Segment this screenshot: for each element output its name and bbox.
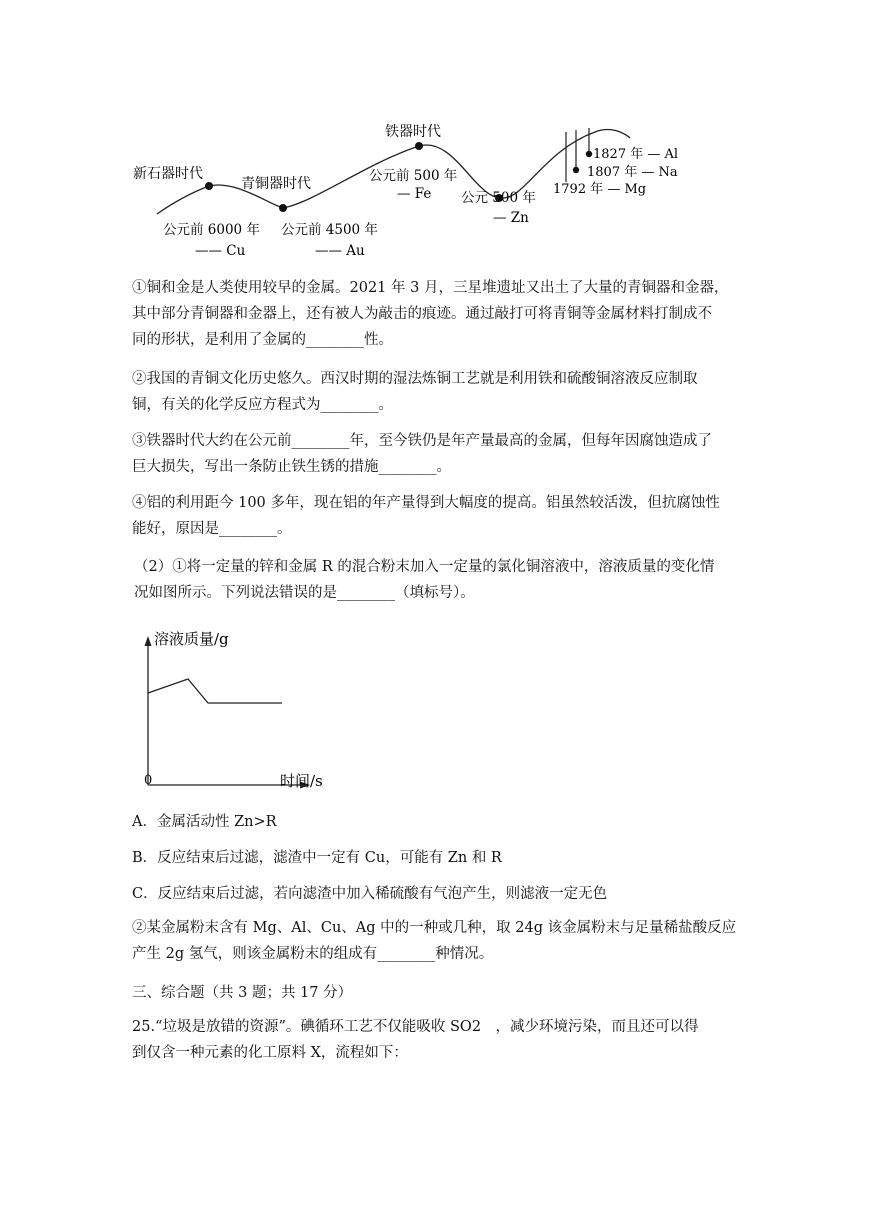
solution-mass-line: [148, 679, 282, 703]
text-line: C．反应结束后过滤，若向滤渣中加入稀硫酸有气泡产生，则滤液一定无色: [132, 886, 608, 902]
iron-age-label: 铁器时代: [385, 124, 441, 140]
bronze-age-dot: [279, 204, 287, 212]
question-1-metal-properties: [132, 275, 740, 353]
option-c: [132, 881, 740, 907]
al-dot: [586, 151, 592, 157]
option-b: [132, 845, 740, 871]
question-2-copper-smelting: [132, 366, 740, 418]
y-axis-arrow: [145, 636, 152, 646]
text-line: ①铜和金是人类使用较早的金属。2021 年 3 月，三星堆遗址又出土了大量的青铜器和金器，: [132, 280, 729, 296]
text-line: 到仅含一种元素的化工原料 X，流程如下：: [132, 1045, 408, 1061]
au-metal-label: —— Au: [315, 243, 365, 259]
question-metal-powder: [132, 915, 740, 967]
text-line: ②某金属粉末含有 Mg、Al、Cu、Ag 中的一种或几种，取 24g 该金属粉末与足量稀盐酸反应: [132, 920, 737, 936]
option-a: [132, 809, 740, 835]
text-line: 况如图所示。下列说法错误的是________（填标号）。: [134, 585, 475, 601]
zn-metal-label: — Zn: [493, 210, 529, 226]
na-dot: [573, 167, 579, 173]
fe-metal-label: — Fe: [397, 186, 432, 202]
question-25: [132, 1014, 740, 1066]
section-3-heading: [132, 980, 740, 1006]
cu-year-label: 公元前 6000 年: [163, 222, 260, 238]
text-line: （2）①将一定量的锌和金属 R 的混合粉末加入一定量的氯化铜溶液中，溶液质量的变化情: [134, 559, 715, 575]
question-part-2-intro: [134, 554, 742, 606]
text-line: A．金属活动性 Zn>R: [132, 814, 277, 830]
metal-history-timeline: [125, 110, 705, 270]
au-year-label: 公元前 4500 年: [281, 222, 378, 238]
question-3-iron-age: [132, 428, 740, 480]
text-line: 25.“垃圾是放错的资源”。碘循环工艺不仅能吸收 SO2 ，减少环境污染，而且还可以得: [132, 1019, 699, 1035]
mg-year-label: 1792 年 — Mg: [553, 182, 647, 197]
na-year-label: 1807 年 — Na: [587, 165, 678, 180]
text-line: 同的形状，是利用了金属的________性。: [132, 332, 393, 348]
text-line: ④铝的利用距今 100 多年，现在铝的年产量得到大幅度的提高。铝虽然较活泼，但抗腐蚀性: [132, 495, 720, 511]
text-line: 铜，有关的化学反应方程式为________。: [132, 397, 393, 413]
solution-mass-chart: [128, 620, 348, 800]
fe-year-label: 公元前 500 年: [369, 168, 458, 184]
bronze-age-label: 青铜器时代: [241, 176, 311, 192]
series-group: [148, 679, 282, 703]
text-line: ②我国的青铜文化历史悠久。西汉时期的湿法炼铜工艺就是利用铁和硫酸铜溶液反应制取: [132, 371, 698, 387]
y-axis-label: 溶液质量/g: [154, 630, 229, 648]
iron-age-dot: [415, 142, 423, 150]
stone-age-label: 新石器时代: [133, 166, 203, 182]
text-line: 其中部分青铜器和金器上，还有被人为敲击的痕迹。通过敲打可将青铜等金属材料打制成不: [132, 306, 712, 322]
x-axis-label: 时间/s: [280, 772, 323, 790]
text-line: 能好，原因是________。: [132, 521, 292, 537]
text-line: ③铁器时代大约在公元前________年，至今铁仍是年产量最高的金属，但每年因腐蚀造成了: [132, 433, 712, 449]
question-4-aluminum: [132, 490, 740, 542]
al-year-label: 1827 年 — Al: [593, 147, 679, 162]
text-line: 巨大损失，写出一条防止铁生锈的措施________。: [132, 459, 451, 475]
zn-year-label: 公元 500 年: [461, 190, 536, 206]
stone-age-dot: [205, 182, 213, 190]
text-line: 三、综合题（共 3 题；共 17 分）: [132, 985, 353, 1001]
text-line: B．反应结束后过滤，滤渣中一定有 Cu，可能有 Zn 和 R: [132, 850, 502, 866]
origin-label: 0: [144, 773, 153, 788]
text-line: 产生 2g 氢气，则该金属粉末的组成有________种情况。: [132, 946, 494, 962]
cu-metal-label: —— Cu: [195, 243, 246, 259]
